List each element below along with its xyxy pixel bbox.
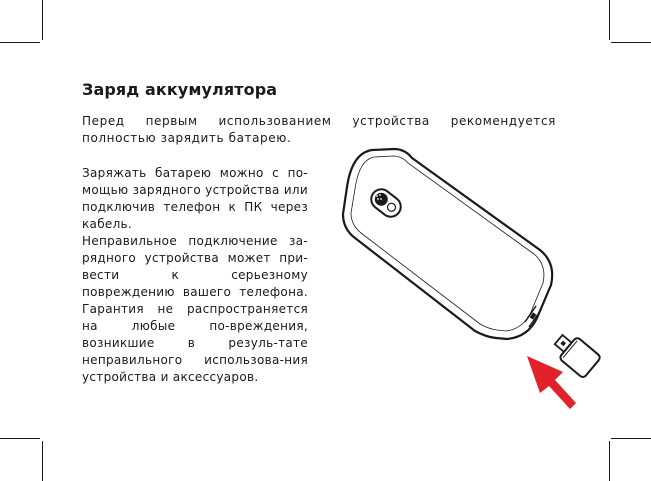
- crop-mark-top-left-horizontal: [0, 42, 40, 43]
- warning-paragraph: Неправильное подключение за-рядного устройства может при-вести к серьезному повреждению вашего телефона. Гарантия не распространяется на любые по-вреждения, возникшие в резуль-тате неправильного использова-ния устройства и аксессуаров.: [82, 234, 308, 384]
- crop-mark-bottom-left-vertical: [42, 441, 43, 481]
- crop-mark-bottom-right-vertical: [609, 441, 610, 481]
- phone-back-icon: [343, 149, 552, 339]
- page-title: Заряд аккумулятора: [82, 80, 278, 99]
- crop-mark-top-right-horizontal: [611, 42, 651, 43]
- charging-methods-paragraph: Заряжать батарею можно с по-мощью зарядного устройства или подключив телефон к ПК через кабель.: [82, 166, 308, 231]
- crop-mark-bottom-right-horizontal: [611, 438, 651, 439]
- crop-mark-bottom-left-horizontal: [0, 438, 40, 439]
- crop-mark-top-right-vertical: [609, 0, 610, 40]
- crop-mark-top-left-vertical: [42, 0, 43, 40]
- phone-charging-illustration: [330, 145, 630, 415]
- intro-paragraph: Перед первым использованием устройства рекомендуется полностью зарядить батарею.: [82, 114, 556, 145]
